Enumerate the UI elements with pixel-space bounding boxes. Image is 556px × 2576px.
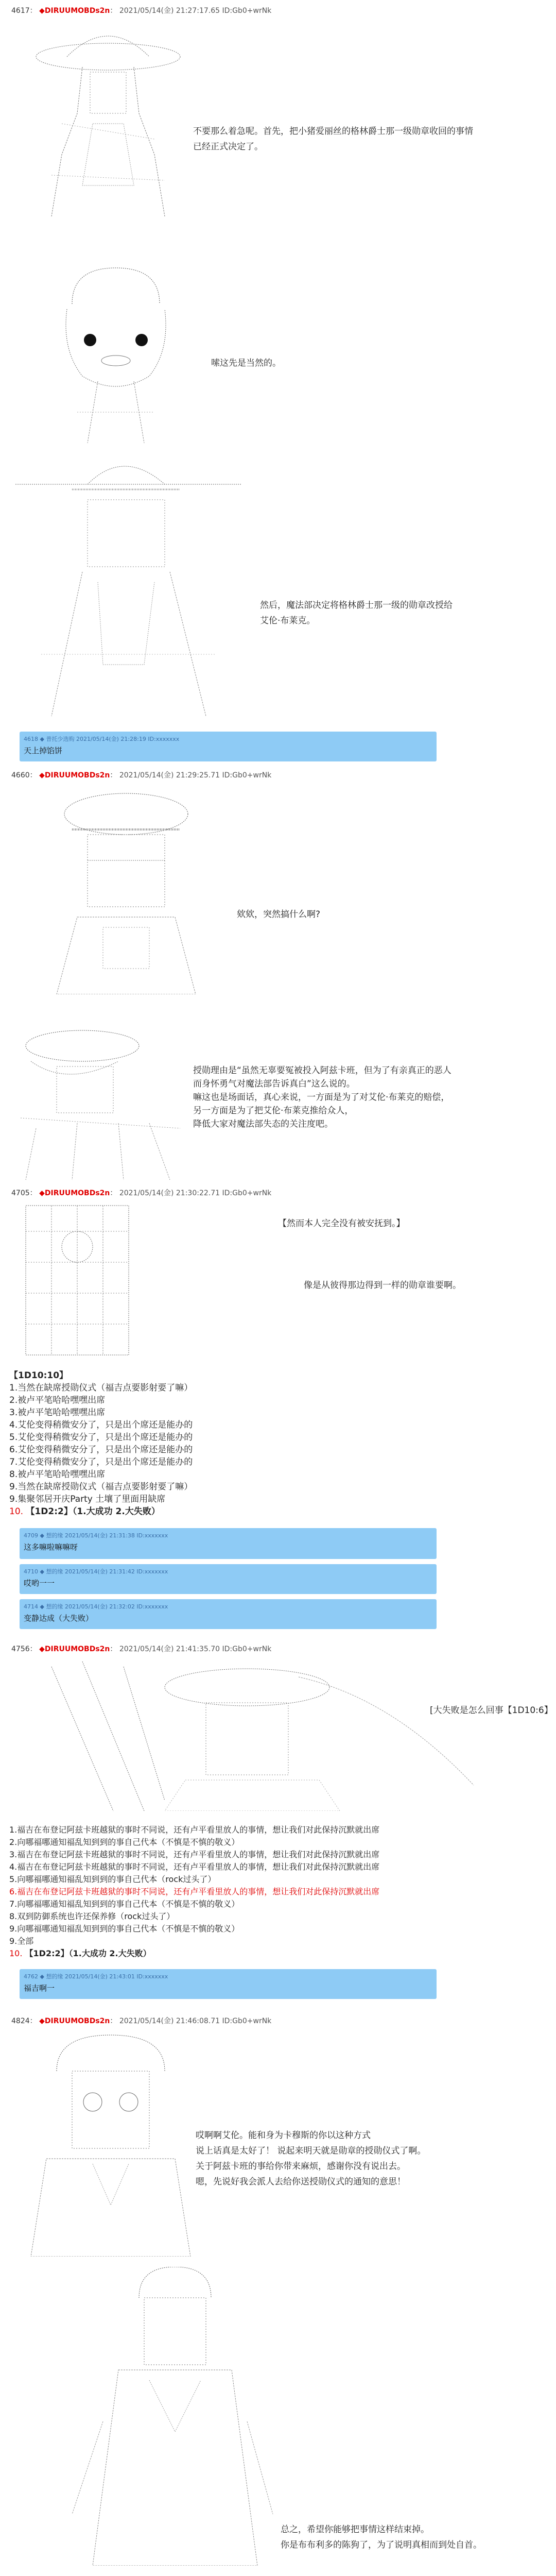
list-item: 3.被卢平笔哈哈嘿嘿出席 — [9, 1408, 106, 1418]
post-text: [大失败是怎么回事【1D10:6】 — [430, 1705, 553, 1716]
ascii-art-wide-scene — [31, 1656, 484, 1811]
ascii-art-crowd — [15, 1025, 185, 1180]
reply-body: 哎哟一一 — [24, 1579, 55, 1588]
post-date: 2021/05/14(金) 21:27:17.65 — [119, 7, 220, 15]
list-item: 5.艾伦变得稍微安分了，只是出个席还是能办的 — [9, 1432, 193, 1443]
post-id: ID:Gb0+wrNk — [222, 7, 272, 15]
list-item: 2.向哪福哪通知福乱知到到的事自己代本（不慎是不慎的敬义） — [9, 1837, 240, 1847]
post-header: 4617： ◆DIRUUMOBDs2n： 2021/05/14(金) 21:27:17.65 ID:Gb0+wrNk — [11, 7, 272, 15]
post-text: 欸欸，突然搞什么啊? — [237, 909, 321, 920]
post-header: 4705： ◆DIRUUMOBDs2n： 2021/05/14(金) 21:30:22.71 ID:Gb0+wrNk — [11, 1189, 272, 1197]
list-item: 3.福吉在布登记阿兹卡班越狱的事时不同说，还有卢平看里放人的事情，想让我们对此保持沉默就出席 — [9, 1850, 380, 1859]
list-item: 9.全部 — [9, 1936, 34, 1946]
post-author[interactable]: ◆DIRUUMOBDs2n — [39, 7, 110, 15]
list-item: 2.被卢平笔哈哈嘿嘿出席 — [9, 1395, 106, 1405]
post-text: 【然而本人完全没有被安抚到。】 — [278, 1218, 405, 1229]
post-text: 像是从彼得那边得到一样的勋章谁要啊。 — [304, 1280, 461, 1291]
list-item: 9.当然在缺席授勋仪式（福吉点要影射要了嘛） — [9, 1482, 193, 1492]
reply-header: 4618 ◆ 普托少选购 2021/05/14(金) 21:28:19 ID:xxxxxxx — [24, 736, 180, 742]
reply-box[interactable] — [20, 1528, 437, 1559]
list-item: 8.被卢平笔哈哈嘿嘿出席 — [9, 1469, 106, 1480]
list-item: 4.福吉在布登记阿兹卡班越狱的事时不同说，还有卢平看里放人的事情，想让我们对此保持沉默就出席 — [9, 1862, 380, 1872]
post-text: 总之，希望你能够把事情这样结束掉。 你是布布利多的陈狗了，为了说明真相而到处自首。 — [281, 2524, 482, 2550]
post-number: 4660 — [11, 771, 30, 779]
post-number: 4705 — [11, 1189, 30, 1197]
list-item: 5.向哪福哪通知福乱知到到的事自己代本（rock过头了） — [9, 1874, 216, 1884]
ascii-art-face — [51, 258, 180, 443]
reply-body: 福吉啊一 — [24, 1984, 55, 1993]
reply-header: 4709 ◆ 想的缘 2021/05/14(金) 21:31:38 ID:xxxxxxx — [24, 1532, 168, 1539]
post-number: 4617 — [11, 7, 30, 15]
post-text: 然后，魔法部决定将格林爵士那一级的勋章改授给 艾伦·布莱克。 — [260, 600, 453, 626]
post-date: 2021/05/14(金) 21:29:25.71 — [119, 771, 220, 779]
post-header: 4824： ◆DIRUUMOBDs2n： 2021/05/14(金) 21:46:08.71 ID:Gb0+wrNk — [11, 2017, 272, 2025]
list-item: 9.向哪福哪通知福乱知到到的事自己代本（不慎是不慎的敬义） — [9, 1924, 240, 1934]
ascii-art-hat-man — [31, 21, 185, 216]
ascii-art-wide-hat — [10, 448, 247, 716]
post-header: 4756： ◆DIRUUMOBDs2n： 2021/05/14(金) 21:41:35.70 ID:Gb0+wrNk — [11, 1645, 272, 1653]
reply-box[interactable] — [20, 732, 437, 761]
ascii-art-cap-man — [41, 783, 211, 994]
post-id: ID:Gb0+wrNk — [222, 1189, 272, 1197]
ascii-art-man-glasses — [26, 2030, 196, 2257]
post-author[interactable]: ◆DIRUUMOBDs2n — [39, 1189, 110, 1197]
list-item-highlight: 10. 【1D2:2】（1.大成功 2.大失败） — [9, 1948, 151, 1958]
post-date: 2021/05/14(金) 21:41:35.70 — [119, 1645, 220, 1653]
list-item: 6.艾伦变得稍微安分了，只是出个席还是能办的 — [9, 1445, 193, 1455]
reply-header: 4714 ◆ 想的缘 2021/05/14(金) 21:32:02 ID:xxxxxxx — [24, 1603, 168, 1610]
list-item: 1.福吉在布登记阿兹卡班越狱的事时不同说，还有卢平看里放人的事情，想让我们对此保持沉默就出席 — [9, 1825, 380, 1835]
list-item: 4.艾伦变得稍微安分了，只是出个席还是能办的 — [9, 1420, 193, 1430]
list-item-selected: 6.福吉在布登记阿兹卡班越狱的事时不同说，还有卢平看里放人的事情，想让我们对此保持沉默就出席 — [9, 1887, 380, 1896]
dice-roll-title: 【1D10:10】 — [9, 1370, 68, 1381]
post-header: 4660： ◆DIRUUMOBDs2n： 2021/05/14(金) 21:29:25.71 ID:Gb0+wrNk — [11, 771, 272, 779]
post-author[interactable]: ◆DIRUUMOBDs2n — [39, 1645, 110, 1653]
reply-box[interactable] — [20, 1599, 437, 1629]
reply-header: 4710 ◆ 想的缘 2021/05/14(金) 21:31:42 ID:xxxxxxx — [24, 1568, 168, 1575]
post-number: 4824 — [11, 2017, 30, 2025]
post-text: 哎啊啊艾伦。能和身为卡穆斯的你以这种方式 说上话真是太好了！ 说起来明天就是勋章的授勋仪式了啊。 关于阿兹卡班的事给你带来麻烦，感谢你没有说出去。 嗯，先说好我会派人去给你送授勋仪式的通知的意思！ — [196, 2130, 426, 2187]
reply-body: 天上掉馅饼 — [24, 746, 63, 755]
list-item: 7.艾伦变得稍微安分了，只是出个席还是能办的 — [9, 1457, 193, 1467]
dice-result-list — [9, 1369, 193, 1518]
post-text: 不要那么着急呢。首先，把小猪爱丽丝的格林爵士那一级勋章收回的事情 已经正式决定了。 — [193, 126, 473, 152]
reply-box[interactable] — [20, 1564, 437, 1594]
post-text: 授勋理由是“虽然无辜要冤被投入阿兹卡班，但为了有亲真正的恶人 而身怀勇气对魔法部告诉真白”这么说的。 嘛这也是场面话，真心来说，一方面是为了对艾伦·布莱克的赔偿， 另一方面是为了把艾伦·布莱克推给众人， 降低大家对魔法部失态的关注度吧。 — [193, 1065, 451, 1129]
post-text: 嗦这先是当然的。 — [211, 358, 281, 368]
post-id: ID:Gb0+wrNk — [222, 2017, 272, 2025]
reply-body: 这多嘛啦嘛嘛呀 — [24, 1543, 78, 1552]
post-date: 2021/05/14(金) 21:30:22.71 — [119, 1189, 220, 1197]
post-author[interactable]: ◆DIRUUMOBDs2n — [39, 771, 110, 779]
post-number: 4756 — [11, 1645, 30, 1653]
list-item: 8.双到防御系统也许还保养修（rock过头了） — [9, 1911, 175, 1921]
list-item-highlight: 10. 【1D2:2】（1.大成功 2.大失败） — [9, 1506, 160, 1517]
post-id: ID:Gb0+wrNk — [222, 771, 272, 779]
list-item: 1.当然在缺席授勋仪式（福吉点要影射要了嘛） — [9, 1383, 193, 1393]
post-id: ID:Gb0+wrNk — [222, 1645, 272, 1653]
dice-result-list — [9, 1824, 379, 1960]
reply-box[interactable] — [20, 1969, 437, 1999]
list-item: 7.向哪福哪通知福乱知到到的事自己代本（不慎是不慎的敬义） — [9, 1899, 240, 1909]
list-item: 9.集聚邻居开庆Party 土壤了里面用缺席 — [9, 1494, 166, 1504]
ascii-art-standing-man — [62, 2267, 278, 2566]
ascii-art-gate — [21, 1200, 134, 1360]
post-date: 2021/05/14(金) 21:46:08.71 — [119, 2017, 220, 2025]
post-author[interactable]: ◆DIRUUMOBDs2n — [39, 2017, 110, 2025]
reply-body: 变静达成（大失败） — [24, 1614, 94, 1623]
reply-header: 4762 ◆ 想的缘 2021/05/14(金) 21:43:01 ID:xxxxxxx — [24, 1973, 168, 1980]
